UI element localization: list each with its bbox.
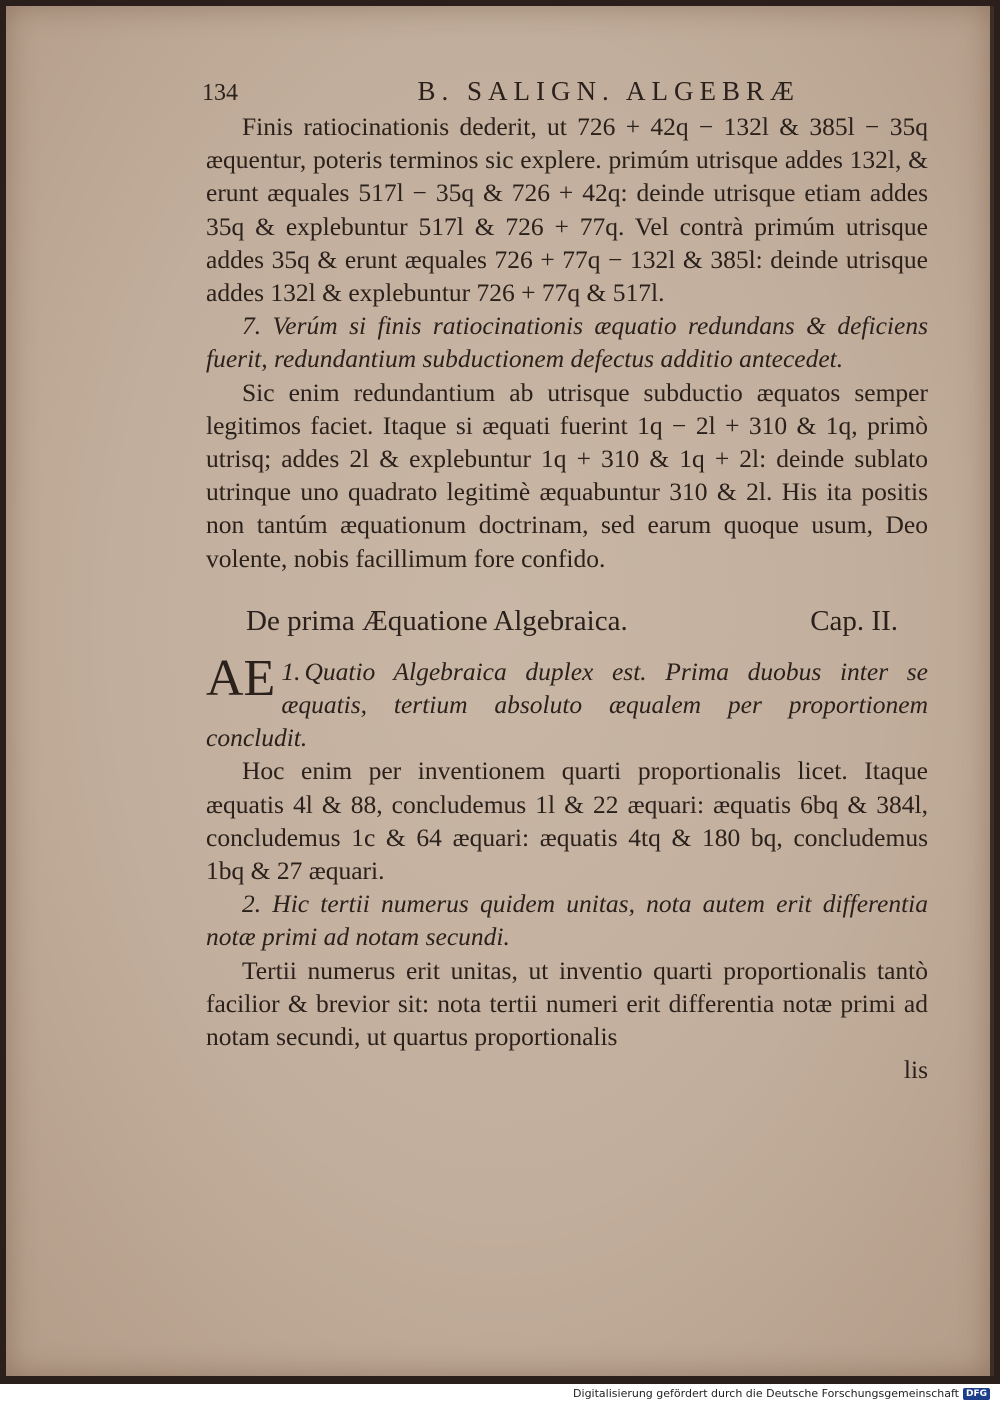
page-number: 134 xyxy=(202,80,238,106)
drop-cap: AE xyxy=(206,649,276,707)
rule-number: 7. xyxy=(242,311,262,341)
chapter-number: Cap. II. xyxy=(810,604,898,637)
digitization-credit xyxy=(573,1387,990,1400)
paragraph-example: Finis ratiocinationis dederit, ut 726 + 42q − 132l & 385l − 35q æquentur, poteris terminos sic explere. primúm utrisque addes 132l, & erunt æquales 517l − 35q & 726 + 42q: deinde utrisque etiam addes 35q & explebuntur 517l & 726 + 77q. Vel contrà primúm utrisque addes 35q & erunt æquales 726 + 77q − 132l & 385l: deinde utrisque addes 132l & explebuntur 726 + 77q & 517l. xyxy=(206,112,928,308)
running-head xyxy=(202,72,928,110)
paragraph-proportion: Hoc enim per inventionem quarti proportionalis licet. Itaque æquatis 4l & 88, concludemus 1l & 22 æquari: æquatis 6bq & 384l, concludemus 1c & 64 æquari: æquatis 4tq & 180 bq, concludemus 1bq & 27 æquari. xyxy=(206,756,928,886)
running-title: B. SALIGN. ALGEBRÆ xyxy=(417,76,800,106)
rule-7 xyxy=(206,309,928,375)
rule-1 xyxy=(206,649,928,755)
rule-text: Verúm si finis ratiocinationis æquatio redundans & deficiens fuerit, redundantium subductionem defectus additio antecedet. xyxy=(206,311,928,374)
chapter-heading xyxy=(206,597,928,645)
rule-number: 2. xyxy=(242,889,262,919)
paragraph-explanation: Sic enim redundantium ab utrisque subductio æquatos semper legitimos faciet. Itaque si æquati fuerint 1q − 2l + 310 & 1q, primò utrisq; addes 2l & explebuntur 1q + 310 & 1q + 2l: deinde sublato utrinque uno quadrato legitimè æquabuntur 310 & 2l. His ita positis non tantúm æquationum doctrinam, sed earum quoque usum, Deo volente, nobis facillimum fore confido. xyxy=(206,377,928,573)
rule-number: 1. xyxy=(281,656,301,686)
dfg-logo: DFG xyxy=(963,1388,990,1400)
rule-2 xyxy=(206,887,928,953)
rule-text: Hic tertii numerus quidem unitas, nota autem erit differentia notæ primi ad notam secundi. xyxy=(206,889,928,952)
catchword: lis xyxy=(903,1055,928,1085)
page-text xyxy=(202,72,928,1086)
rule-text: Quatio Algebraica duplex est. Prima duobus inter se æquatis, tertium absoluto æqualem per proportionem concludit. xyxy=(206,656,928,753)
credit-text: Digitalisierung gefördert durch die Deutsche Forschungsgemeinschaft xyxy=(573,1387,959,1400)
chapter-title: De prima Æquatione Algebraica. xyxy=(246,604,628,637)
paragraph-unity: Tertii numerus erit unitas, ut inventio quarti proportionalis tantò facilior & brevior sit: nota tertii numeri erit differentia notæ primi ad notam secundi, ut quartus proportionalis xyxy=(206,955,928,1052)
